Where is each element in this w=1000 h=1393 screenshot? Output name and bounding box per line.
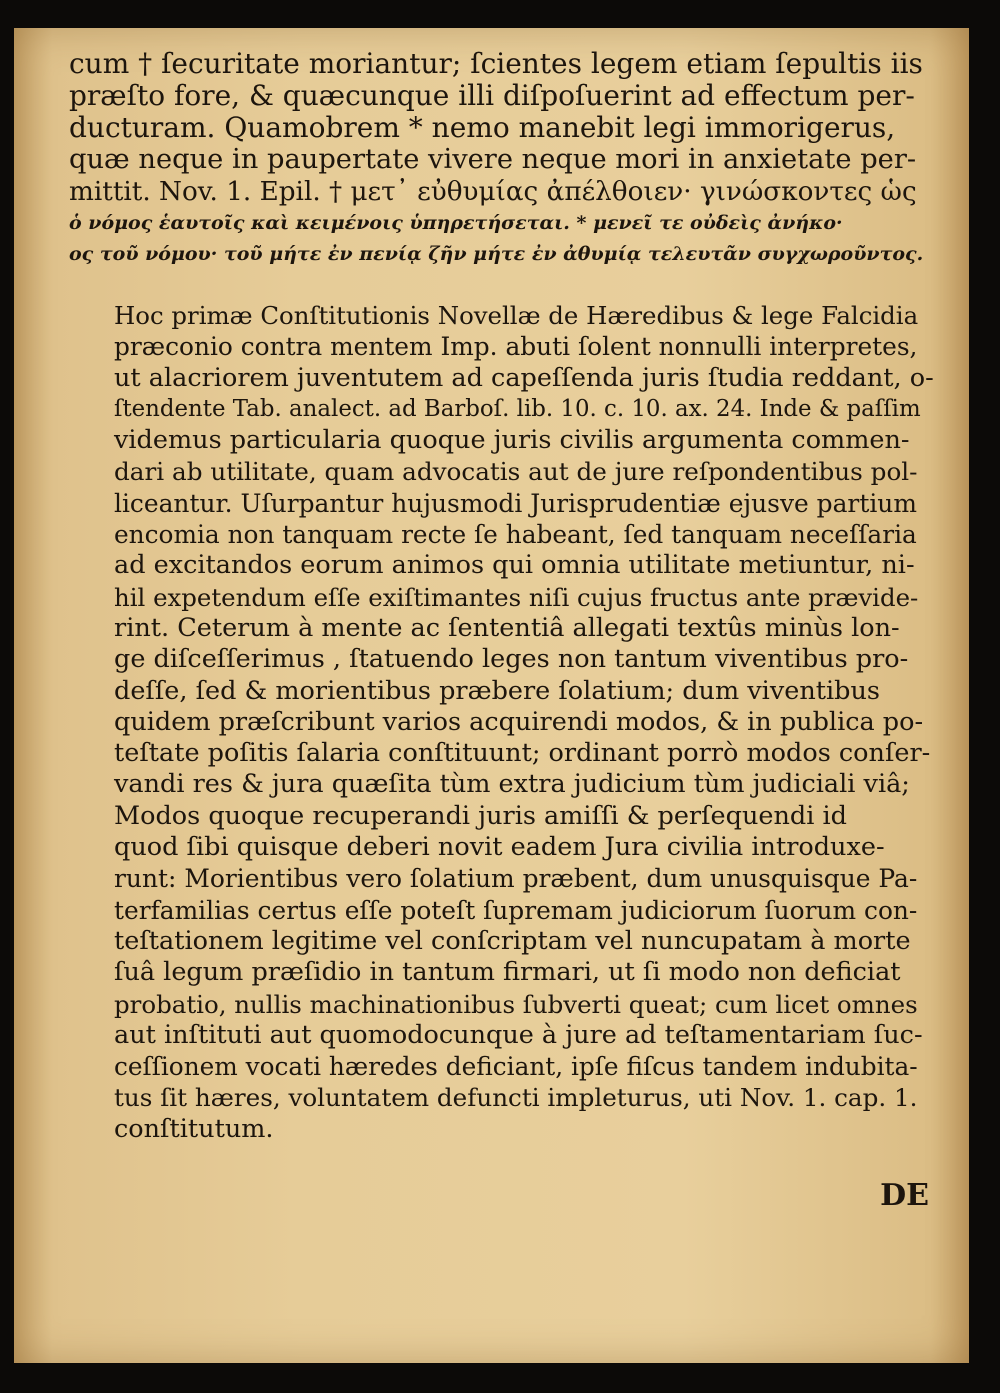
text-line: liceantur. Uſurpantur hujusmodi Jurisprudentiæ ejusve partium bbox=[114, 488, 917, 518]
text-line: Hoc primæ Conſtitutionis Novellæ de Hæredibus & lege Falcidia bbox=[114, 301, 919, 330]
text-line: præconio contra mentem Imp. abuti ſolent nonnulli interpretes, bbox=[114, 332, 918, 362]
text-line: runt: Morientibus vero ſolatium præbent, dum unusquisque Pa- bbox=[114, 864, 918, 894]
body-block bbox=[69, 300, 934, 1145]
text-line: ge diſceſſerimus , ſtatuendo leges non tantum viventibus pro- bbox=[114, 644, 909, 675]
text-line: ut alacriorem juventutem ad capeſſenda juris ſtudia reddant, o- bbox=[114, 362, 934, 393]
text-line: hil expetendum eſſe exiſtimantes niſi cujus fructus ante prævide- bbox=[114, 582, 919, 612]
text-line: ceſſionem vocati hæredes deficiant, ipſe fiſcus tandem indubita- bbox=[114, 1052, 918, 1082]
text-line: rint. Ceterum à mente ac ſententiâ allegati textûs minùs lon- bbox=[114, 612, 900, 643]
text-line: ſtendente Tab. analect. ad Barboſ. lib. 10. c. 10. ax. 24. Inde & paſſim bbox=[114, 395, 921, 422]
text-line: quidem præſcribunt varios acquirendi modos, & in publica po- bbox=[114, 706, 924, 737]
text-line: quod ſibi quisque deberi novit eadem Jura civilia introduxe- bbox=[114, 832, 885, 863]
text-line: tus ſit hæres, voluntatem defuncti impleturus, uti Nov. 1. cap. 1. bbox=[114, 1083, 918, 1113]
text-line: dari ab utilitate, quam advocatis aut de jure reſpondentibus pol- bbox=[114, 457, 918, 487]
text-line: deſſe, ſed & morientibus præbere ſolatium; dum viventibus bbox=[114, 675, 880, 706]
text-line: ſuâ legum præſidio in tantum firmari, ut ſi modo non deficiat bbox=[114, 957, 901, 988]
text-line: aut inſtituti aut quomodocunque à jure ad teſtamentariam ſuc- bbox=[114, 1019, 923, 1050]
top-block bbox=[69, 48, 934, 270]
text-line: præſto fore, & quæcunque illi diſpoſuerint ad effectum per- bbox=[69, 79, 915, 112]
greek-footnote-line: ὁ νόμος ἑαυτοῖς καὶ κειμένοις ὑπηρετήσεται. * μενεῖ τε οὐδεὶς ἀνήκο· bbox=[69, 212, 843, 234]
text-line: terfamilias certus eſſe poteſt ſupremam judiciorum ſuorum con- bbox=[114, 895, 918, 925]
text-line: vandi res & jura quæſita tùm extra judicium tùm judiciali viâ; bbox=[114, 769, 910, 800]
book-page bbox=[14, 28, 969, 1363]
greek-footnote-line: ος τοῦ νόμου· τοῦ μήτε ἐν πενίᾳ ζῆν μήτε ἐν ἀθυμίᾳ τελευτᾶν συγχωροῦντος. bbox=[69, 243, 924, 265]
text-line: mittit. Nov. 1. Epil. † μετ᾽ εὐθυμίας ἀπέλθοιεν· γινώσκοντες ὡς bbox=[69, 177, 917, 207]
text-line: quæ neque in paupertate vivere neque mori in anxietate per- bbox=[69, 144, 917, 175]
text-line: videmus particularia quoque juris civilis argumenta commen- bbox=[114, 425, 910, 456]
text-line: teſtationem legitime vel conſcriptam vel nuncupatam à morte bbox=[114, 925, 911, 956]
text-line: cum † ſecuritate moriantur; ſcientes legem etiam ſepultis iis bbox=[69, 47, 923, 80]
text-line: ad excitandos eorum animos qui omnia utilitate metiuntur, ni- bbox=[114, 550, 915, 581]
text-line: encomia non tanquam recte ſe habeant, ſed tanquam neceſſaria bbox=[114, 520, 917, 550]
text-line: ducturam. Quamobrem * nemo manebit legi immorigerus, bbox=[69, 111, 896, 144]
text-line: conſtitutum. bbox=[114, 1113, 274, 1144]
page-text bbox=[69, 48, 934, 1145]
text-line: probatio, nullis machinationibus ſubverti queat; cum licet omnes bbox=[114, 989, 918, 1019]
catchword: DE bbox=[880, 1178, 929, 1213]
text-line: teſtate poſitis ſalaria conſtituunt; ordinant porrò modos conſer- bbox=[114, 738, 931, 769]
text-line: Modos quoque recuperandi juris amiſſi & perſequendi id bbox=[114, 800, 847, 831]
